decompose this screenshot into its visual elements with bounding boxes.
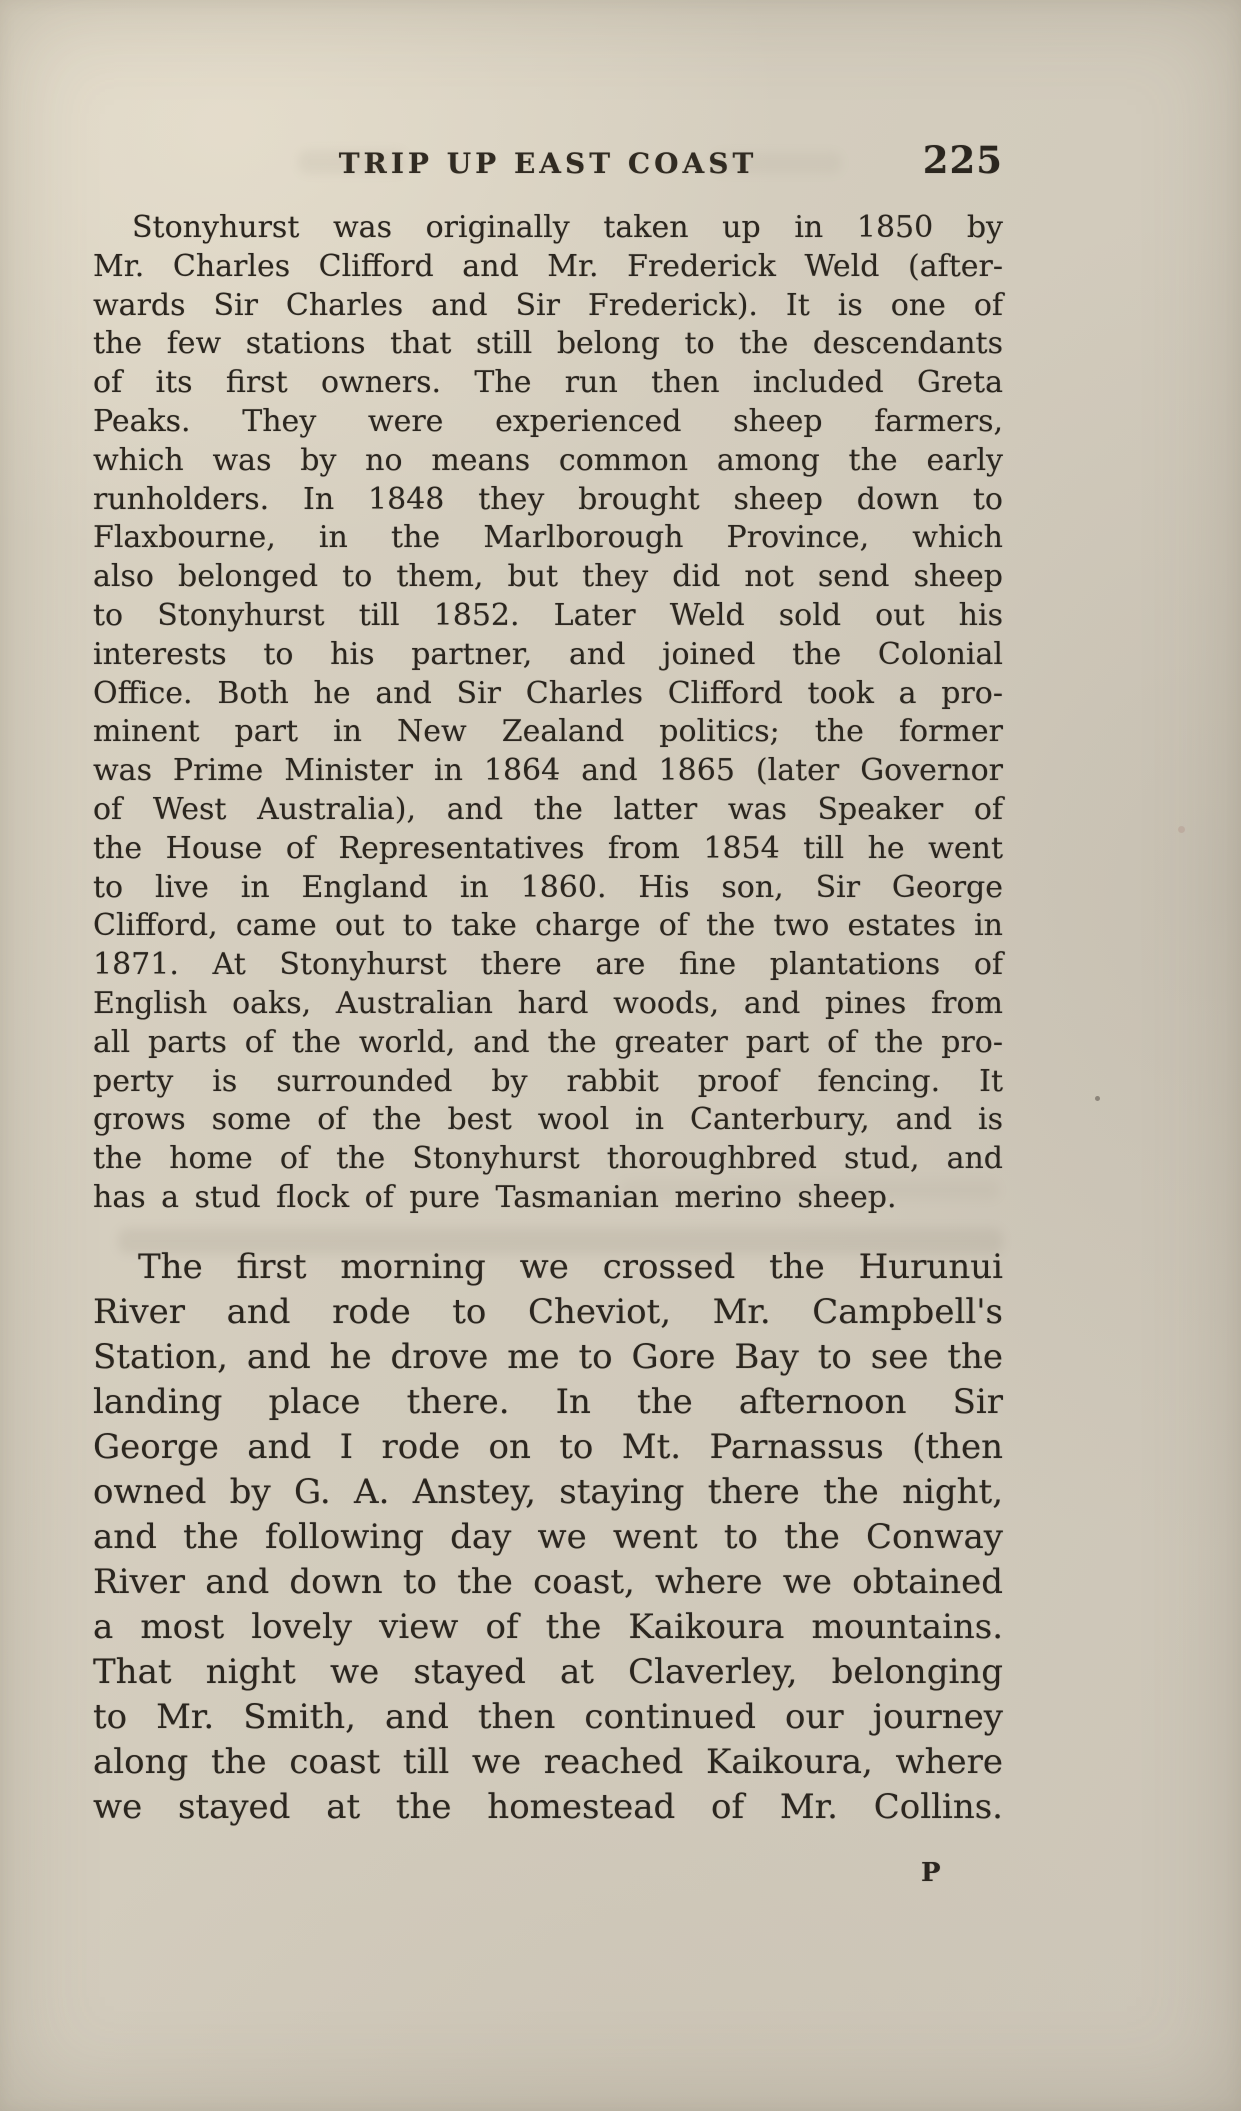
paper-speck [1095,1096,1100,1101]
text-line: The first morning we crossed the Hurunui [138,1247,1003,1287]
text-line: of its first owners. The run then included Greta [93,365,1003,401]
text-line: George and I rode on to Mt. Parnassus (then [93,1427,1003,1467]
text-line: which was by no means common among the early [93,442,1003,478]
text-line: also belonged to them, but they did not send sheep [93,559,1003,595]
text-line: owned by G. A. Anstey, staying there the night, [93,1472,1003,1512]
text-line: has a stud flock of pure Tasmanian merino sheep. [93,1179,897,1215]
paragraph-journey [93,1245,1003,1830]
text-line: to Mr. Smith, and then continued our journey [93,1697,1003,1737]
text-line: minent part in New Zealand politics; the former [93,714,1003,750]
text-line: of West Australia), and the latter was Speaker of [93,791,1003,827]
text-line: and the following day we went to the Conway [93,1517,1003,1557]
page-header [93,140,1003,182]
text-line: Station, and he drove me to Gore Bay to see the [93,1337,1003,1377]
text-line: River and rode to Cheviot, Mr. Campbell's [93,1292,1003,1332]
text-line: Stonyhurst was originally taken up in 1850 by [132,210,1003,245]
text-line: along the coast till we reached Kaikoura, where [93,1742,1003,1782]
text-line: the home of the Stonyhurst thoroughbred stud, and [93,1141,1003,1177]
text-line: Peaks. They were experienced sheep farmers, [93,403,1003,439]
text-line: to live in England in 1860. His son, Sir George [93,869,1003,905]
running-title: TRIP UP EAST COAST [338,147,758,180]
paper-speck [1178,826,1185,833]
text-line: the few stations that still belong to the descendants [93,326,1003,362]
text-line: 1871. At Stonyhurst there are fine plantations of [93,947,1003,983]
text-line: Mr. Charles Clifford and Mr. Frederick Weld (after- [93,248,1003,284]
printer-signature-mark: P [921,1858,942,1888]
text-line: grows some of the best wool in Canterbury, and is [93,1102,1003,1138]
text-line: landing place there. In the afternoon Sir [93,1382,1003,1422]
text-line: perty is surrounded by rabbit proof fencing. It [93,1063,1003,1099]
text-line: Flaxbourne, in the Marlborough Province, which [93,520,1003,556]
paragraph-stonyhurst [93,209,1003,1218]
text-line: was Prime Minister in 1864 and 1865 (later Governor [93,753,1003,789]
text-line: to Stonyhurst till 1852. Later Weld sold out his [93,597,1003,633]
text-line: a most lovely view of the Kaikoura mountains. [93,1607,1003,1647]
text-line: wards Sir Charles and Sir Frederick). It is one of [93,287,1003,323]
text-line: interests to his partner, and joined the Colonial [93,636,1003,672]
text-line: all parts of the world, and the greater part of the pro- [93,1024,1003,1060]
text-line: English oaks, Australian hard woods, and pines from [93,985,1003,1021]
text-line: runholders. In 1848 they brought sheep down to [93,481,1003,517]
text-line: Clifford, came out to take charge of the two estates in [93,908,1003,944]
text-line: we stayed at the homestead of Mr. Collins. [93,1787,1003,1827]
text-line: River and down to the coast, where we obtained [93,1562,1003,1602]
text-line: the House of Representatives from 1854 till he went [93,830,1003,866]
page-number: 225 [922,138,1003,182]
text-line: That night we stayed at Claverley, belonging [93,1652,1003,1692]
text-line: Office. Both he and Sir Charles Clifford took a pro- [93,675,1003,711]
